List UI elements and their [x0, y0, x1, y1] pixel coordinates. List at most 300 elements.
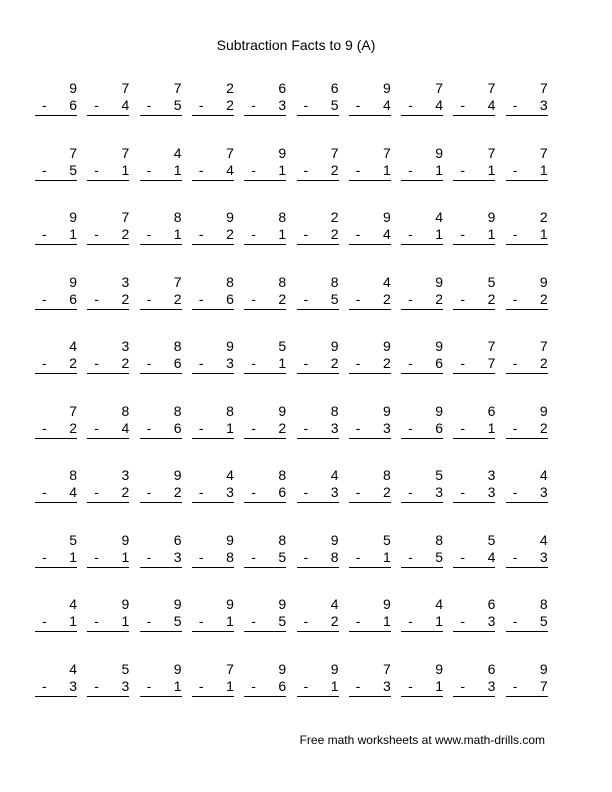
- subtraction-problem: [349, 661, 391, 701]
- subtrahend: 1: [69, 613, 77, 629]
- subtraction-problem: [192, 532, 234, 572]
- answer-line: [349, 502, 391, 503]
- subtraction-problem: [192, 661, 234, 701]
- minuend: 8: [539, 596, 548, 612]
- subtrahend: 1: [435, 161, 444, 178]
- minuend: 9: [173, 596, 182, 612]
- subtrahend: 6: [173, 419, 182, 436]
- minuend: 4: [435, 596, 444, 612]
- subtraction-problem: [401, 467, 443, 507]
- minus-sign: -: [198, 161, 204, 178]
- answer-line: [87, 502, 129, 503]
- minus-sign: -: [94, 97, 99, 113]
- minuend: 8: [121, 402, 130, 419]
- answer-line: [297, 244, 339, 245]
- minus-sign: -: [146, 290, 152, 307]
- footer-credit: Free math worksheets at www.math-drills.com: [299, 733, 545, 747]
- answer-line: [401, 502, 443, 503]
- minuend: 2: [226, 80, 234, 96]
- answer-line: [192, 696, 234, 697]
- minuend: 7: [173, 80, 182, 96]
- minus-sign: -: [303, 355, 309, 371]
- subtrahend: 3: [69, 677, 77, 694]
- minuend: 9: [121, 531, 130, 548]
- minuend: 9: [383, 596, 391, 612]
- subtrahend: 4: [121, 419, 130, 436]
- subtraction-problem: [453, 596, 495, 636]
- subtrahend: 1: [539, 161, 548, 178]
- subtrahend: 5: [539, 613, 548, 629]
- minus-sign: -: [303, 97, 309, 113]
- answer-line: [244, 502, 286, 503]
- subtraction-problem: [349, 145, 391, 185]
- answer-line: [453, 373, 495, 374]
- minuend: 4: [539, 531, 548, 548]
- minuend: 4: [69, 338, 77, 354]
- answer-line: [192, 180, 234, 181]
- minus-sign: -: [355, 161, 361, 178]
- subtrahend: 1: [226, 677, 234, 694]
- minus-sign: -: [355, 484, 361, 500]
- answer-line: [192, 438, 234, 439]
- answer-line: [349, 373, 391, 374]
- minus-sign: -: [42, 290, 47, 307]
- minuend: 5: [487, 531, 496, 548]
- answer-line: [453, 115, 495, 116]
- subtraction-problem: [453, 403, 495, 443]
- subtraction-problem: [401, 532, 443, 572]
- subtrahend: 2: [539, 290, 548, 307]
- subtraction-problem: [506, 209, 548, 249]
- subtrahend: 8: [330, 548, 339, 565]
- subtrahend: 1: [69, 226, 77, 242]
- subtraction-problem: [140, 403, 182, 443]
- minuend: 9: [278, 596, 287, 612]
- subtrahend: 3: [383, 677, 391, 694]
- answer-line: [506, 631, 548, 632]
- minuend: 7: [121, 144, 130, 161]
- minuend: 9: [173, 467, 182, 483]
- minuend: 9: [226, 531, 234, 548]
- answer-line: [506, 244, 548, 245]
- subtrahend: 2: [121, 355, 130, 371]
- subtraction-problem: [244, 145, 286, 185]
- answer-line: [506, 502, 548, 503]
- subtrahend: 2: [226, 97, 234, 113]
- subtraction-problem: [453, 467, 495, 507]
- subtraction-problem: [349, 209, 391, 249]
- minuend: 7: [539, 80, 548, 96]
- minuend: 9: [383, 338, 391, 354]
- answer-line: [192, 115, 234, 116]
- minus-sign: -: [146, 161, 152, 178]
- minuend: 8: [173, 338, 182, 354]
- subtrahend: 2: [121, 290, 130, 307]
- minuend: 5: [121, 660, 130, 677]
- subtrahend: 4: [435, 97, 444, 113]
- answer-line: [192, 373, 234, 374]
- subtraction-problem: [297, 338, 339, 378]
- subtraction-problem: [349, 403, 391, 443]
- subtrahend: 2: [330, 226, 339, 242]
- subtraction-problem: [297, 661, 339, 701]
- subtrahend: 5: [278, 613, 287, 629]
- subtrahend: 5: [69, 161, 77, 178]
- subtraction-problem: [297, 274, 339, 314]
- subtrahend: 4: [383, 97, 391, 113]
- subtrahend: 5: [330, 290, 339, 307]
- answer-line: [349, 696, 391, 697]
- minuend: 9: [383, 80, 391, 96]
- minus-sign: -: [460, 419, 466, 436]
- minuend: 4: [330, 467, 339, 483]
- subtraction-problem: [453, 209, 495, 249]
- subtrahend: 4: [226, 161, 234, 178]
- minuend: 7: [330, 144, 339, 161]
- minuend: 9: [226, 209, 234, 225]
- answer-line: [349, 244, 391, 245]
- minuend: 9: [226, 596, 234, 612]
- answer-line: [244, 696, 286, 697]
- minus-sign: -: [303, 419, 309, 436]
- subtraction-problem: [401, 596, 443, 636]
- minuend: 9: [121, 596, 130, 612]
- answer-line: [35, 180, 77, 181]
- minus-sign: -: [355, 677, 361, 694]
- minus-sign: -: [42, 226, 47, 242]
- answer-line: [506, 567, 548, 568]
- answer-line: [297, 180, 339, 181]
- answer-line: [35, 438, 77, 439]
- subtrahend: 1: [173, 161, 182, 178]
- answer-line: [297, 438, 339, 439]
- minus-sign: -: [146, 419, 152, 436]
- subtrahend: 2: [173, 290, 182, 307]
- subtraction-problem: [349, 596, 391, 636]
- subtraction-problem: [349, 467, 391, 507]
- subtrahend: 5: [330, 97, 339, 113]
- subtrahend: 2: [539, 419, 548, 436]
- subtraction-problem: [506, 467, 548, 507]
- answer-line: [35, 244, 77, 245]
- subtrahend: 6: [226, 290, 234, 307]
- subtrahend: 2: [435, 290, 444, 307]
- subtraction-problem: [140, 80, 182, 120]
- answer-line: [140, 438, 182, 439]
- subtraction-problem: [349, 80, 391, 120]
- minus-sign: -: [355, 97, 361, 113]
- minus-sign: -: [303, 226, 309, 242]
- minuend: 9: [539, 402, 548, 419]
- answer-line: [140, 567, 182, 568]
- answer-line: [87, 438, 129, 439]
- minuend: 4: [383, 273, 391, 290]
- minus-sign: -: [94, 548, 99, 565]
- minuend: 9: [69, 273, 77, 290]
- minuend: 5: [278, 338, 287, 354]
- subtraction-problem: [401, 661, 443, 701]
- minuend: 8: [173, 209, 182, 225]
- minuend: 7: [226, 144, 234, 161]
- minus-sign: -: [303, 290, 309, 307]
- minuend: 8: [383, 467, 391, 483]
- minuend: 9: [278, 660, 287, 677]
- subtrahend: 1: [121, 548, 130, 565]
- subtrahend: 4: [121, 97, 130, 113]
- subtraction-problem: [87, 274, 129, 314]
- minus-sign: -: [355, 613, 361, 629]
- answer-line: [506, 115, 548, 116]
- minuend: 7: [69, 144, 77, 161]
- answer-line: [192, 309, 234, 310]
- subtraction-problem: [35, 596, 77, 636]
- subtraction-problem: [140, 532, 182, 572]
- subtraction-problem: [244, 338, 286, 378]
- subtrahend: 3: [383, 419, 391, 436]
- answer-line: [244, 438, 286, 439]
- minuend: 9: [330, 531, 339, 548]
- subtraction-problem: [192, 338, 234, 378]
- minuend: 8: [330, 402, 339, 419]
- subtraction-problem: [140, 145, 182, 185]
- minus-sign: -: [408, 355, 413, 371]
- subtraction-problem: [244, 403, 286, 443]
- minus-sign: -: [94, 419, 99, 436]
- minuend: 7: [487, 144, 496, 161]
- minus-sign: -: [512, 355, 518, 371]
- answer-line: [140, 502, 182, 503]
- answer-line: [87, 567, 129, 568]
- subtrahend: 2: [330, 355, 339, 371]
- subtrahend: 4: [487, 548, 496, 565]
- subtrahend: 2: [383, 355, 391, 371]
- minuend: 8: [435, 531, 444, 548]
- subtraction-problem: [35, 145, 77, 185]
- subtrahend: 3: [487, 613, 496, 629]
- subtrahend: 2: [69, 355, 77, 371]
- answer-line: [192, 631, 234, 632]
- answer-line: [244, 373, 286, 374]
- minus-sign: -: [512, 613, 518, 629]
- minus-sign: -: [42, 677, 47, 694]
- answer-line: [140, 244, 182, 245]
- minuend: 5: [69, 531, 77, 548]
- minus-sign: -: [198, 226, 204, 242]
- subtrahend: 4: [383, 226, 391, 242]
- minus-sign: -: [146, 97, 152, 113]
- answer-line: [87, 696, 129, 697]
- minus-sign: -: [42, 419, 47, 436]
- minuend: 2: [539, 209, 548, 225]
- minuend: 7: [539, 144, 548, 161]
- minus-sign: -: [251, 677, 256, 694]
- subtrahend: 1: [487, 226, 496, 242]
- minus-sign: -: [460, 97, 466, 113]
- subtrahend: 3: [487, 677, 496, 694]
- subtraction-problem: [35, 661, 77, 701]
- minuend: 7: [121, 209, 130, 225]
- subtrahend: 1: [173, 677, 182, 694]
- minus-sign: -: [355, 355, 361, 371]
- subtrahend: 2: [69, 419, 77, 436]
- minuend: 9: [435, 273, 444, 290]
- answer-line: [349, 115, 391, 116]
- subtrahend: 3: [539, 484, 548, 500]
- minus-sign: -: [355, 419, 361, 436]
- subtrahend: 2: [226, 226, 234, 242]
- subtrahend: 4: [487, 97, 496, 113]
- minus-sign: -: [303, 161, 309, 178]
- minuend: 5: [487, 273, 496, 290]
- minus-sign: -: [42, 613, 47, 629]
- minus-sign: -: [460, 161, 466, 178]
- worksheet-title: Subtraction Facts to 9 (A): [216, 37, 376, 53]
- minuend: 3: [121, 338, 130, 354]
- minus-sign: -: [251, 161, 256, 178]
- subtraction-problem: [192, 596, 234, 636]
- subtraction-problem: [192, 274, 234, 314]
- subtraction-problem: [87, 467, 129, 507]
- minuend: 7: [539, 338, 548, 354]
- minus-sign: -: [251, 484, 256, 500]
- minuend: 4: [330, 596, 339, 612]
- subtrahend: 2: [330, 613, 339, 629]
- subtrahend: 3: [539, 97, 548, 113]
- minus-sign: -: [198, 484, 204, 500]
- subtraction-problem: [140, 209, 182, 249]
- subtraction-problem: [244, 274, 286, 314]
- minus-sign: -: [408, 484, 413, 500]
- answer-line: [506, 373, 548, 374]
- minuend: 4: [539, 467, 548, 483]
- answer-line: [401, 309, 443, 310]
- subtraction-problem: [506, 80, 548, 120]
- subtrahend: 2: [383, 290, 391, 307]
- answer-line: [453, 309, 495, 310]
- subtraction-problem: [349, 532, 391, 572]
- minuend: 6: [487, 596, 496, 612]
- minus-sign: -: [408, 613, 413, 629]
- subtrahend: 7: [487, 355, 496, 371]
- answer-line: [35, 696, 77, 697]
- minus-sign: -: [146, 613, 152, 629]
- answer-line: [140, 373, 182, 374]
- subtraction-problem: [87, 338, 129, 378]
- minus-sign: -: [303, 548, 309, 565]
- subtraction-problem: [87, 661, 129, 701]
- answer-line: [349, 180, 391, 181]
- subtraction-problem: [87, 532, 129, 572]
- subtrahend: 3: [226, 355, 234, 371]
- answer-line: [401, 567, 443, 568]
- minus-sign: -: [94, 677, 99, 694]
- answer-line: [297, 115, 339, 116]
- minuend: 9: [383, 209, 391, 225]
- subtraction-problem: [140, 467, 182, 507]
- answer-line: [297, 567, 339, 568]
- minuend: 3: [487, 467, 496, 483]
- subtrahend: 6: [435, 419, 444, 436]
- subtraction-problem: [87, 209, 129, 249]
- subtrahend: 1: [435, 613, 444, 629]
- subtraction-problem: [297, 209, 339, 249]
- subtrahend: 6: [69, 290, 77, 307]
- minus-sign: -: [42, 484, 47, 500]
- subtrahend: 2: [539, 355, 548, 371]
- minus-sign: -: [512, 161, 518, 178]
- minuend: 8: [173, 402, 182, 419]
- minus-sign: -: [94, 484, 99, 500]
- subtraction-problem: [192, 403, 234, 443]
- subtrahend: 1: [539, 226, 548, 242]
- answer-line: [244, 180, 286, 181]
- subtraction-problem: [506, 596, 548, 636]
- subtrahend: 2: [121, 484, 130, 500]
- subtraction-problem: [87, 80, 129, 120]
- subtraction-problem: [297, 532, 339, 572]
- answer-line: [401, 244, 443, 245]
- minus-sign: -: [94, 613, 99, 629]
- answer-line: [349, 438, 391, 439]
- minuend: 4: [69, 660, 77, 677]
- subtraction-problem: [401, 403, 443, 443]
- minus-sign: -: [355, 548, 361, 565]
- minus-sign: -: [251, 419, 256, 436]
- minus-sign: -: [251, 613, 256, 629]
- minuend: 4: [69, 596, 77, 612]
- subtrahend: 5: [435, 548, 444, 565]
- minuend: 7: [383, 660, 391, 677]
- answer-line: [35, 631, 77, 632]
- subtraction-problem: [244, 596, 286, 636]
- subtraction-problem: [506, 661, 548, 701]
- minuend: 8: [278, 273, 287, 290]
- minuend: 6: [330, 80, 339, 96]
- minuend: 9: [330, 338, 339, 354]
- minuend: 6: [487, 660, 496, 677]
- answer-line: [244, 567, 286, 568]
- minus-sign: -: [408, 226, 413, 242]
- subtraction-problem: [87, 403, 129, 443]
- answer-line: [297, 502, 339, 503]
- minuend: 6: [278, 80, 287, 96]
- subtrahend: 1: [330, 677, 339, 694]
- answer-line: [401, 373, 443, 374]
- minus-sign: -: [198, 419, 204, 436]
- minuend: 7: [435, 80, 444, 96]
- subtrahend: 2: [278, 419, 287, 436]
- minus-sign: -: [198, 355, 204, 371]
- minuend: 2: [330, 209, 339, 225]
- minus-sign: -: [408, 97, 413, 113]
- answer-line: [87, 180, 129, 181]
- subtraction-problem: [35, 274, 77, 314]
- subtrahend: 1: [121, 161, 130, 178]
- subtraction-problem: [140, 596, 182, 636]
- answer-line: [349, 631, 391, 632]
- minuend: 8: [69, 467, 77, 483]
- answer-line: [506, 180, 548, 181]
- answer-line: [35, 115, 77, 116]
- subtraction-problem: [87, 596, 129, 636]
- minuend: 9: [539, 273, 548, 290]
- subtraction-problem: [401, 274, 443, 314]
- minuend: 7: [487, 80, 496, 96]
- minus-sign: -: [408, 677, 413, 694]
- answer-line: [297, 309, 339, 310]
- minuend: 7: [226, 660, 234, 677]
- subtrahend: 1: [383, 161, 391, 178]
